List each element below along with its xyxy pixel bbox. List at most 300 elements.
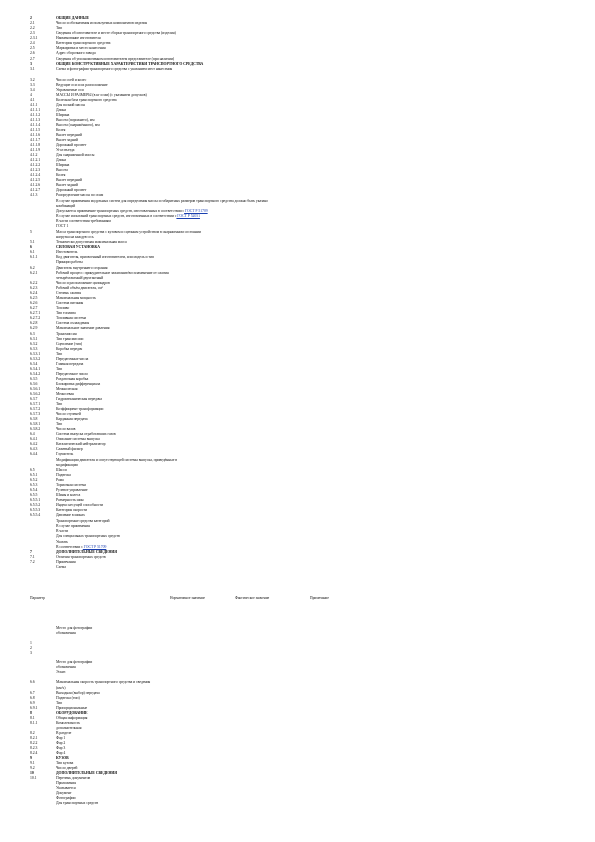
clause-number: 6.3.6.2 xyxy=(30,392,41,396)
clause-text: Межколесная xyxy=(56,387,78,391)
clause-text: Шины и колеса xyxy=(56,493,81,497)
document-line xyxy=(30,311,76,315)
clause-number: 6.5.5.1 xyxy=(30,498,41,502)
clause-number: 3.4 xyxy=(30,88,35,92)
document-line xyxy=(30,468,67,472)
document-line xyxy=(30,291,81,295)
clause-number: 6.2.9 xyxy=(30,326,38,330)
clause-number: 6.4.3 xyxy=(30,447,38,451)
document-line xyxy=(30,422,62,426)
clause-number: 4.1.2 xyxy=(30,153,38,157)
clause-text: МАССЫ И РАЗМЕРЫ (в кг и мм) (с указанием допусков) xyxy=(56,93,147,97)
clause-text: Место для фотографии xyxy=(56,626,93,630)
clause-text: Максимальное значение давления xyxy=(56,326,110,330)
clause-number: 4.1.2.1 xyxy=(30,158,41,162)
clause-number: 10.1 xyxy=(30,776,37,780)
clause-text: Фар 3 xyxy=(56,746,66,750)
document-line xyxy=(30,296,96,300)
document-line xyxy=(30,36,101,40)
clause-text: Число и расположение цилиндров xyxy=(56,281,110,285)
document-line xyxy=(30,93,147,97)
document-line xyxy=(30,706,87,710)
clause-text: Тип xyxy=(56,701,63,705)
clause-number: 3.3 xyxy=(30,83,35,87)
document-line xyxy=(30,188,86,192)
document-line xyxy=(30,281,110,285)
clause-number: 2 xyxy=(30,646,32,650)
document-line xyxy=(30,417,88,421)
clause-number: 3.2 xyxy=(30,78,35,82)
clause-number: 6.5.5.3 xyxy=(30,508,41,512)
clause-number: 6.2.6 xyxy=(30,301,38,305)
document-line xyxy=(30,266,108,270)
document-line xyxy=(30,483,86,487)
clause-text: Вылет задний xyxy=(56,183,78,187)
clause-text: комбинаций xyxy=(56,204,76,208)
document-line xyxy=(30,83,108,87)
clause-number: 8.2.1 xyxy=(30,736,38,740)
clause-text: Для специальных транспортных средств xyxy=(56,534,120,538)
clause-text: Раздаточная коробка xyxy=(56,377,89,381)
clause-text: Рабочий объём двигателя, см³ xyxy=(56,286,103,290)
clause-number: 8.2.4 xyxy=(30,751,38,755)
clause-text: Комплектность xyxy=(56,721,81,725)
document-line xyxy=(30,352,62,356)
document-line xyxy=(30,46,106,50)
clause-number: 9.2 xyxy=(30,766,35,770)
clause-text: Схема xyxy=(56,565,66,569)
clause-number: 6.3.4.2 xyxy=(30,372,41,376)
document-line xyxy=(30,716,87,720)
clause-text: Размерность шин xyxy=(56,498,84,502)
clause-number: 10 xyxy=(30,771,34,775)
clause-text: нагрузка на каждую ось xyxy=(56,235,94,239)
clause-number: 6.2.8 xyxy=(30,321,38,325)
clause-number: 6.3.6.1 xyxy=(30,387,41,391)
clause-number: 6 xyxy=(30,245,32,249)
clause-text: ГОСТ 1 xyxy=(56,224,69,228)
document-line xyxy=(30,680,150,684)
clause-text: (км/ч) xyxy=(56,686,66,690)
clause-text: Число и обозначения используемых компонентов изделия xyxy=(56,21,147,25)
clause-number: 9.1 xyxy=(30,761,35,765)
clause-text: Для полной массы xyxy=(56,103,86,107)
clause-text: Управляемые оси xyxy=(56,88,84,92)
clause-text: Дорожный просвет xyxy=(56,188,87,192)
section-heading xyxy=(30,16,89,20)
clause-number: 6.3.7.3 xyxy=(30,412,41,416)
clause-number: 2.2 xyxy=(30,26,35,30)
clause-text: Перечень документов xyxy=(56,776,91,780)
document-line xyxy=(30,78,86,82)
clause-number: 2.3.1 xyxy=(30,36,38,40)
document-line xyxy=(30,193,103,197)
document-line xyxy=(30,51,96,55)
document-line xyxy=(30,488,87,492)
clause-number: 4 xyxy=(30,93,32,97)
clause-text: Изготовитель xyxy=(56,250,78,254)
document-line xyxy=(30,321,89,325)
standard-reference-link[interactable]: ГОСТ Р 52051 xyxy=(176,214,200,218)
standard-reference-link[interactable]: ГОСТ Р 51709 xyxy=(82,545,107,549)
clause-text: Максимальная скорость транспортного средства и сведения xyxy=(56,680,151,684)
clause-text: Фар 4 xyxy=(56,751,66,755)
document-line xyxy=(30,372,88,376)
clause-number: 3.1 xyxy=(30,67,35,71)
document-line xyxy=(30,214,200,218)
document-line xyxy=(30,686,65,690)
document-line xyxy=(30,118,94,122)
clause-text: Общая информация xyxy=(56,716,88,720)
clause-text: Эскиз xyxy=(56,670,66,674)
clause-number: 5.1 xyxy=(30,240,35,244)
clause-text: Высота (снаряжённого), мм xyxy=(56,123,100,127)
document-line xyxy=(30,641,56,645)
clause-text: Тип xyxy=(56,26,63,30)
clause-number: 6.3 xyxy=(30,332,35,336)
clause-number: 1 xyxy=(30,641,32,645)
clause-number: 5 xyxy=(30,230,32,234)
clause-text: Угол въезда xyxy=(56,148,75,152)
clause-text: Фар 2 xyxy=(56,741,66,745)
clause-number: 6.5.5 xyxy=(30,493,38,497)
clause-number: 4.1.2.7 xyxy=(30,188,41,192)
document-line xyxy=(30,377,88,381)
clause-number: 8.1 xyxy=(30,716,35,720)
document-line xyxy=(30,437,100,441)
clause-text: Для снаряженной массы xyxy=(56,153,95,157)
clause-text: Двигатель внутреннего сгорания xyxy=(56,266,108,270)
clause-text: В случае применения xyxy=(56,524,90,528)
document-line xyxy=(30,153,94,157)
clause-text: В части соответствия требованиям xyxy=(56,219,111,223)
document-line xyxy=(30,701,62,705)
document-line xyxy=(30,731,71,735)
clause-text: Код двигателя, присвоенный изготовителем, или модель и тип xyxy=(56,255,154,259)
section-heading xyxy=(30,62,203,66)
clause-number: 6.2.7.2 xyxy=(30,316,41,320)
clause-text: Распределение массы по осям xyxy=(56,193,104,197)
document-line xyxy=(30,447,83,451)
clause-number: 4.1.3 xyxy=(30,193,38,197)
document-line xyxy=(30,224,68,228)
clause-number: 3 xyxy=(30,651,32,655)
clause-number: 6.3.4.1 xyxy=(30,367,41,371)
clause-number: 4.1.2.6 xyxy=(30,183,41,187)
document-line xyxy=(30,240,127,244)
document-line xyxy=(30,148,74,152)
clause-number: 6.3.8.1 xyxy=(30,422,41,426)
clause-text: Сажевый фильтр xyxy=(56,447,83,451)
clause-number: 4.1.1.7 xyxy=(30,138,41,142)
clause-text: Система питания xyxy=(56,301,84,305)
document-line xyxy=(30,128,65,132)
clause-text: Рабочий процесс: принудительное зажигание/воспламенение от сжатия xyxy=(56,271,169,275)
clause-number: 4.1.1.1 xyxy=(30,108,41,112)
document-line xyxy=(30,646,56,650)
clause-text: В соответствии с xyxy=(56,545,83,549)
document-line xyxy=(30,513,85,517)
section-heading xyxy=(30,756,69,760)
clause-text: Число дверей xyxy=(56,766,78,770)
clause-text: СИЛОВАЯ УСТАНОВКА xyxy=(56,245,100,249)
clause-number: 6.3.8 xyxy=(30,417,38,421)
clause-text: Высота (порожнего), мм xyxy=(56,118,95,122)
clause-text: Система охлаждения xyxy=(56,321,90,325)
document-line xyxy=(30,326,109,330)
document-line xyxy=(30,113,69,117)
clause-text: Система выпуска отработавших газов xyxy=(56,432,116,436)
clause-text: Пропорциональные xyxy=(56,706,88,710)
clause-number: 6.3.7.2 xyxy=(30,407,41,411)
clause-number: 4.1.1.5 xyxy=(30,128,41,132)
document-line xyxy=(30,670,65,674)
clause-text: В разделе xyxy=(56,731,72,735)
clause-text: Ширина xyxy=(56,113,70,117)
document-line xyxy=(30,560,76,564)
clause-number: 4.1.2.2 xyxy=(30,163,41,167)
clause-number: 6.5.2 xyxy=(30,478,38,482)
document-line xyxy=(30,407,103,411)
section-heading xyxy=(30,711,87,715)
clause-number: 7.1 xyxy=(30,555,35,559)
section-heading xyxy=(30,245,100,249)
document-line xyxy=(30,631,76,635)
document-line xyxy=(30,402,62,406)
clause-text: Маркировка и место нанесения xyxy=(56,46,106,50)
clause-text: Дорожный просвет xyxy=(56,143,87,147)
document-line xyxy=(30,26,62,30)
clause-number: 4.1.1.3 xyxy=(30,118,41,122)
clause-text: Гидромеханическая передача xyxy=(56,397,102,401)
clause-text: Блокировка дифференциала xyxy=(56,382,101,386)
document-line xyxy=(30,503,103,507)
document-line xyxy=(30,427,75,431)
document-line xyxy=(30,123,100,127)
document-line xyxy=(30,230,201,234)
document-line xyxy=(30,362,83,366)
clause-number: 7.2 xyxy=(30,560,35,564)
clause-text: Топливо xyxy=(56,306,70,310)
clause-number: 6.9.1 xyxy=(30,706,38,710)
document-line xyxy=(30,209,208,213)
clause-text: Тип xyxy=(56,402,63,406)
document-line xyxy=(30,529,68,533)
clause-number: 4.1.2.5 xyxy=(30,178,41,182)
document-line xyxy=(30,337,83,341)
clause-text: Колея xyxy=(56,128,66,132)
clause-text: Место для фотографии xyxy=(56,660,93,664)
clause-number: 8.2.3 xyxy=(30,746,38,750)
clause-text: Длина xyxy=(56,108,66,112)
clause-text: Передаточные числа xyxy=(56,357,89,361)
table-header-cell: Примечание xyxy=(310,596,329,600)
clause-text: ДОПОЛНИТЕЛЬНЫЕ СВЕДЕНИЯ xyxy=(56,771,117,775)
document-line xyxy=(30,88,84,92)
document-line xyxy=(30,286,103,290)
clause-text: Рама xyxy=(56,478,64,482)
clause-number: 6.5.4 xyxy=(30,488,38,492)
document-line xyxy=(30,721,80,725)
document-line xyxy=(30,524,90,528)
clause-text: Ведущие оси и их расположение xyxy=(56,83,108,87)
clause-text: Ширина xyxy=(56,163,70,167)
clause-number: 6.4.1 xyxy=(30,437,38,441)
clause-number: 6.3.4 xyxy=(30,362,38,366)
document-line xyxy=(30,397,102,401)
section-heading xyxy=(30,771,117,775)
document-line xyxy=(30,204,75,208)
clause-number: 2 xyxy=(30,16,32,20)
clause-text: Модификации двигателя и сопутствующей системы выпуска, приведённые в xyxy=(56,458,178,462)
document-line xyxy=(30,342,82,346)
clause-text: ОБЩИЕ ДАННЫЕ xyxy=(56,16,89,20)
document-line xyxy=(30,57,174,61)
clause-text: Трансмиссия xyxy=(56,332,77,336)
document-line xyxy=(30,726,81,730)
clause-text: Колесная база транспортного средства xyxy=(56,98,117,102)
clause-number: 2.4 xyxy=(30,41,35,45)
clause-text: Наименование изготовителя xyxy=(56,36,101,40)
document-line xyxy=(30,540,68,544)
clause-text: Тип топлива xyxy=(56,311,76,315)
document-line xyxy=(30,260,83,264)
clause-text: обозначения xyxy=(56,631,76,635)
clause-number: 6.9 xyxy=(30,701,35,705)
clause-text: Максимальная мощность xyxy=(56,296,96,300)
document-line xyxy=(30,458,177,462)
clause-text: Давление в шинах xyxy=(56,513,85,517)
clause-number: 4.1.1.9 xyxy=(30,148,41,152)
clause-text: Число осей и колес xyxy=(56,78,87,82)
document-line xyxy=(30,493,80,497)
clause-number: 2.5 xyxy=(30,46,35,50)
document-line xyxy=(30,796,76,800)
clause-number: 4.1.1.8 xyxy=(30,143,41,147)
clause-text: обозначения xyxy=(56,665,76,669)
clause-text: Топливная система xyxy=(56,316,87,320)
document-line xyxy=(30,473,71,477)
document-line xyxy=(30,651,56,655)
clause-text: Сведения об изготовителе и месте сборки транспортного средства (изделия) xyxy=(56,31,176,35)
document-line xyxy=(30,555,106,559)
clause-number: 6.1 xyxy=(30,250,35,254)
clause-text: Схема и фотографии транспортного средства с указанием мест нанесения xyxy=(56,67,173,71)
clause-number: 2.7 xyxy=(30,57,35,61)
standard-reference-link[interactable]: ГОСТ Р 51709 xyxy=(184,209,208,213)
document-line xyxy=(30,143,86,147)
document-line xyxy=(30,133,82,137)
clause-number: 6.3.6 xyxy=(30,382,38,386)
clause-number: 6.3.7 xyxy=(30,397,38,401)
clause-number: 6.4.4 xyxy=(30,452,38,456)
document-line xyxy=(30,316,86,320)
document-line xyxy=(30,432,116,436)
clause-text: Фотографии xyxy=(56,796,76,800)
clause-number: 6.7 xyxy=(30,691,35,695)
document-line xyxy=(30,452,73,456)
clause-text: ДОПОЛНИТЕЛЬНЫЕ СВЕДЕНИЯ xyxy=(56,550,117,554)
clause-text: Описание системы выпуска xyxy=(56,437,100,441)
clause-number: 6.5.5.2 xyxy=(30,503,41,507)
document-line xyxy=(30,392,74,396)
clause-number: 2.1 xyxy=(30,21,35,25)
document-line xyxy=(30,801,98,805)
clause-number: 3 xyxy=(30,62,32,66)
clause-number: 6.2.1 xyxy=(30,271,38,275)
clause-text: Технически допустимая максимальная масса xyxy=(56,240,127,244)
table-header-cell: Нормативное значение xyxy=(170,596,205,600)
clause-number: 8.2.2 xyxy=(30,741,38,745)
document-line xyxy=(30,665,76,669)
document-line xyxy=(30,691,100,695)
clause-text: Тормозная система xyxy=(56,483,86,487)
clause-text: Тип xyxy=(56,422,63,426)
clause-text: Примечания xyxy=(56,560,76,564)
document-line xyxy=(30,332,77,336)
clause-number: 6.2.2 xyxy=(30,281,38,285)
clause-text: Главная передача xyxy=(56,362,84,366)
document-line xyxy=(30,276,103,280)
clause-text: Тип xyxy=(56,352,63,356)
clause-number: 4.1.1.2 xyxy=(30,113,41,117)
clause-number: 2.3 xyxy=(30,31,35,35)
document-line xyxy=(30,108,66,112)
clause-number: 8 xyxy=(30,711,32,715)
clause-text: Число ступеней xyxy=(56,412,81,416)
document-line xyxy=(30,235,94,239)
document-line xyxy=(30,347,82,351)
document-line xyxy=(30,301,83,305)
clause-text: Адрес сборочного завода xyxy=(56,51,96,55)
clause-number: 6.3.5 xyxy=(30,377,38,381)
clause-text: Вылет передний xyxy=(56,133,82,137)
clause-number: 6.3.3.1 xyxy=(30,352,41,356)
document-line xyxy=(30,761,73,765)
document-line xyxy=(30,478,64,482)
document-line xyxy=(30,442,105,446)
clause-number: 6.5.3 xyxy=(30,483,38,487)
clause-number: 6.3.2 xyxy=(30,342,38,346)
clause-text: Передаточное число xyxy=(56,372,88,376)
document-line xyxy=(30,660,92,664)
clause-text: Категория транспортного средства xyxy=(56,41,111,45)
document-line xyxy=(30,781,76,785)
table-header-cell: Фактическое значение xyxy=(235,596,270,600)
table-header-cell: Параметр xyxy=(30,596,45,600)
clause-text: ОБОРУДОВАНИЕ xyxy=(56,711,88,715)
document-line xyxy=(30,791,72,795)
clause-number: 6.2.7 xyxy=(30,306,38,310)
document-line xyxy=(30,271,169,275)
clause-number: 6.1.1 xyxy=(30,255,38,259)
document-line xyxy=(30,387,77,391)
clause-number: 6.5.1 xyxy=(30,473,38,477)
clause-text: Степень сжатия xyxy=(56,291,81,295)
clause-text: Шасси xyxy=(56,468,67,472)
document-line xyxy=(30,357,88,361)
section-heading xyxy=(30,550,117,554)
clause-text: Коробка передач xyxy=(56,347,83,351)
clause-text: Карданная передача xyxy=(56,417,88,421)
document-line xyxy=(30,163,69,167)
document-line xyxy=(30,138,78,142)
clause-number: 6.3.8.2 xyxy=(30,427,41,431)
clause-number: 4.1.1.4 xyxy=(30,123,41,127)
document-line xyxy=(30,736,65,740)
document-line xyxy=(30,382,100,386)
clause-number: 6.2.7.1 xyxy=(30,311,41,315)
